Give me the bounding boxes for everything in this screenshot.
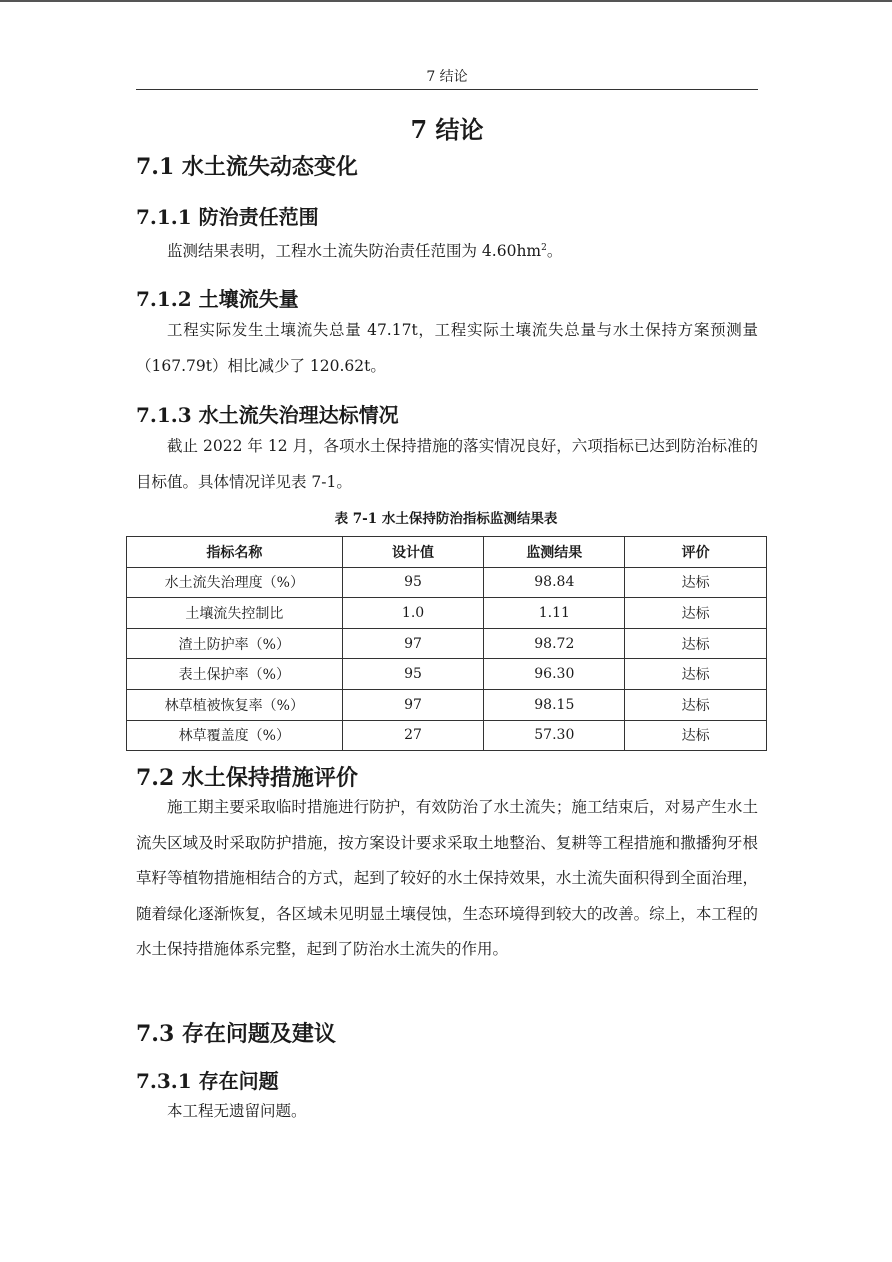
table-cell: 达标: [625, 689, 767, 720]
section-heading-7-2: 7.2 水土保持措施评价: [136, 765, 358, 791]
table-cell: 1.11: [484, 598, 625, 629]
table-row: [127, 720, 767, 751]
paragraph-7-1-3: 截止 2022 年 12 月，各项水土保持措施的落实情况良好，六项指标已达到防治标准的目标值。具体情况详见表 7-1。: [136, 437, 758, 491]
table-cell: 95: [342, 659, 484, 690]
table-cell: 98.72: [484, 628, 625, 659]
table-row: [127, 628, 767, 659]
table-caption: 表 7-1 水土保持防治指标监测结果表: [334, 511, 558, 527]
table-cell: 达标: [625, 567, 767, 598]
table-cell: 表土保护率（%）: [127, 659, 343, 690]
table-cell: 97: [342, 689, 484, 720]
column-header: 评价: [625, 537, 767, 568]
section-heading-7-3: 7.3 存在问题及建议: [136, 1021, 336, 1047]
page-top-border: [0, 0, 892, 2]
section-heading-7-1-3: 7.1.3 水土流失治理达标情况: [136, 403, 399, 427]
column-header: 监测结果: [484, 537, 625, 568]
indicator-table: [126, 536, 767, 751]
column-header: 设计值: [342, 537, 484, 568]
section-heading-7-1: 7.1 水土流失动态变化: [136, 154, 358, 180]
paragraph-7-1-1-text: 监测结果表明，工程水土流失防治责任范围为 4.60hm: [167, 242, 542, 261]
table-cell: 1.0: [342, 598, 484, 629]
table-row: [127, 659, 767, 690]
section-heading-7-3-1: 7.3.1 存在问题: [136, 1069, 279, 1093]
table-cell: 土壤流失控制比: [127, 598, 343, 629]
table-cell: 98.15: [484, 689, 625, 720]
table-cell: 95: [342, 567, 484, 598]
table-cell: 98.84: [484, 567, 625, 598]
section-heading-7-1-2: 7.1.2 土壤流失量: [136, 287, 299, 311]
table-cell: 达标: [625, 659, 767, 690]
table-cell: 达标: [625, 628, 767, 659]
table-cell: 96.30: [484, 659, 625, 690]
running-header: 7 结论: [136, 66, 758, 90]
paragraph-7-3-1: 本工程无遗留问题。: [167, 1102, 307, 1120]
column-header: 指标名称: [127, 537, 343, 568]
paragraph-7-1-2: 工程实际发生土壤流失总量 47.17t，工程实际土壤流失总量与水土保持方案预测量（167.79t）相比减少了 120.62t。: [136, 321, 758, 375]
table-row: [127, 598, 767, 629]
table-cell: 达标: [625, 720, 767, 751]
table-cell: 27: [342, 720, 484, 751]
table-header-row: [127, 537, 767, 568]
chapter-title: 7 结论: [410, 115, 484, 144]
table-cell: 97: [342, 628, 484, 659]
table-cell: 林草植被恢复率（%）: [127, 689, 343, 720]
section-heading-7-1-1: 7.1.1 防治责任范围: [136, 205, 319, 229]
table-cell: 渣土防护率（%）: [127, 628, 343, 659]
table-row: [127, 689, 767, 720]
table-cell: 达标: [625, 598, 767, 629]
paragraph-7-1-1: [136, 231, 758, 270]
unit-superscript: 2: [541, 243, 547, 253]
table-row: [127, 567, 767, 598]
table-cell: 57.30: [484, 720, 625, 751]
paragraph-7-1-1-end: 。: [546, 242, 563, 261]
paragraph-7-2: 施工期主要采取临时措施进行防护，有效防治了水土流失；施工结束后，对易产生水土流失区域及时采取防护措施，按方案设计要求采取土地整治、复耕等工程措施和撒播狗牙根草籽等植物措施相结合的方式，起到了较好的水土保持效果，水土流失面积得到全面治理，随着绿化逐渐恢复，各区域未见明显土壤侵蚀，生态环境得到较大的改善。综上，本工程的水土保持措施体系完整，起到了防治水土流失的作用。: [136, 798, 758, 958]
table-cell: 水土流失治理度（%）: [127, 567, 343, 598]
table-cell: 林草覆盖度（%）: [127, 720, 343, 751]
